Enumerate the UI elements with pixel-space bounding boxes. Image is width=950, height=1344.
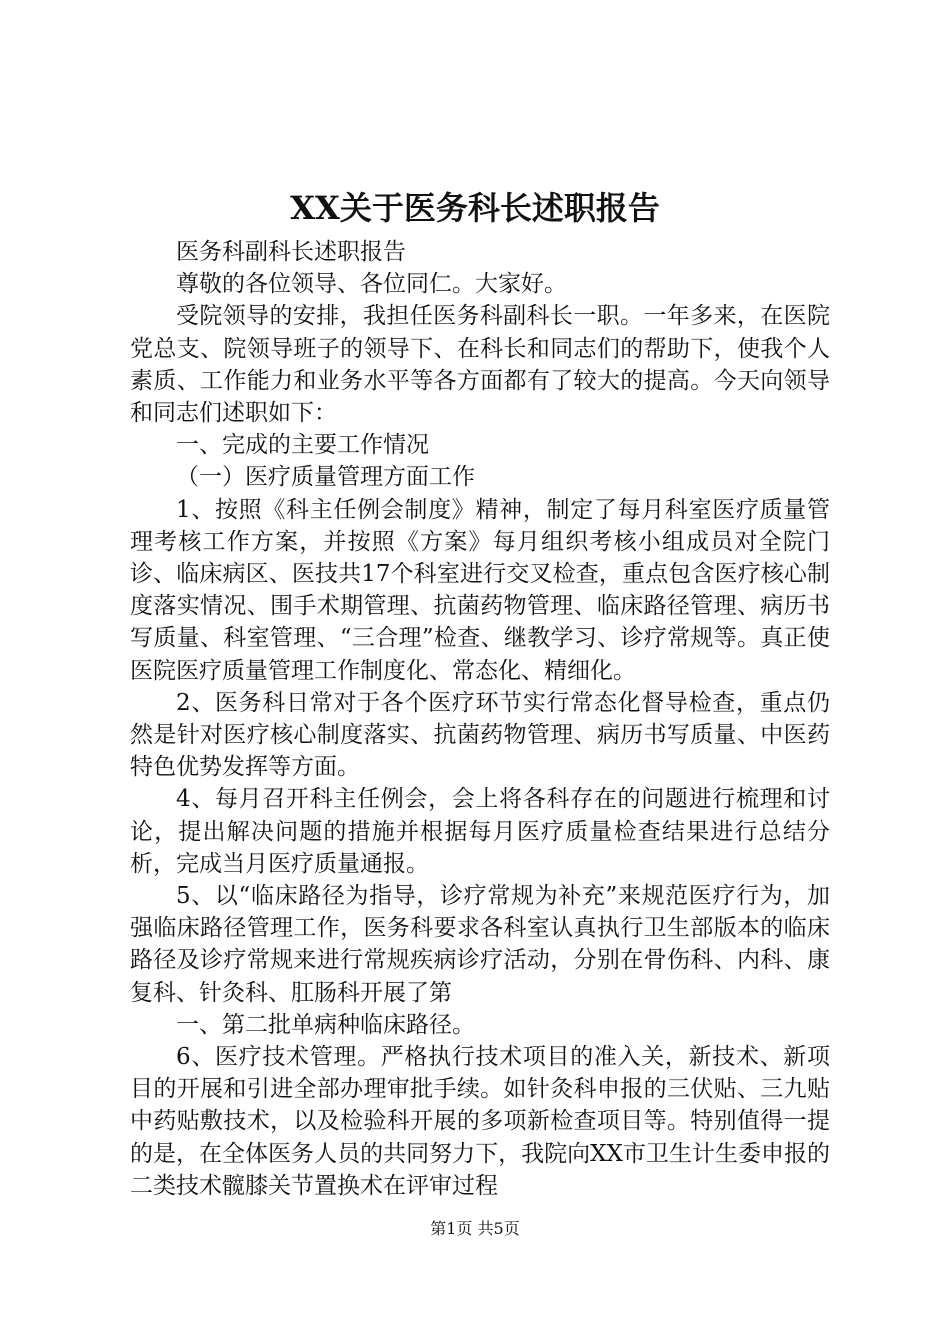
paragraph-item-5: 5、以“临床路径为指导，诊疗常规为补充”来规范医疗行为，加强临床路径管理工作，医务科要求各科室认真执行卫生部版本的临床路径及诊疗常规来进行常规疾病诊疗活动，分别在骨伤科、内科、康复科、针灸科、肛肠科开展了第 <box>130 883 830 1006</box>
document-title: XX关于医务科长述职报告 <box>290 189 660 227</box>
section-heading: 一、完成的主要工作情况 <box>176 432 429 459</box>
paragraph-item-1: 1、按照《科主任例会制度》精神，制定了每月科室医疗质量管理考核工作方案，并按照《方案》每月组织考核小组成员对全院门诊、临床病区、医技共17个科室进行交叉检查，重点包含医疗核心制度落实情况、围手术期管理、抗菌药物管理、临床路径管理、病历书写质量、科室管理、“三合理”检查、继教学习、诊疗常规等。真正使医院医疗质量管理工作制度化、常态化、精细化。 <box>130 496 830 684</box>
page-number: 第1页 共5页 <box>430 1219 520 1238</box>
paragraph-greeting: 尊敬的各位领导、各位同仁。大家好。 <box>176 271 567 298</box>
paragraph-subtitle: 医务科副科长述职报告 <box>176 239 406 265</box>
paragraph-item-5-cont: 一、第二批单病种临床路径。 <box>176 1011 475 1038</box>
paragraph-item-6: 6、医疗技术管理。严格执行技术项目的准入关，新技术、新项目的开展和引进全部办理审批手续。如针灸科申报的三伏贴、三九贴中药贴敷技术，以及检验科开展的多项新检查项目等。特别值得一提的是，在全体医务人员的共同努力下，我院向XX市卫生计生委申报的二类技术髋膝关节置换术在评审过程 <box>130 1044 830 1199</box>
paragraph-item-2: 2、医务科日常对于各个医疗环节实行常态化督导检查，重点仍然是针对医疗核心制度落实、抗菌药物管理、病历书写质量、中医药特色优势发挥等方面。 <box>130 689 830 781</box>
paragraph-item-4: 4、每月召开科主任例会，会上将各科存在的问题进行梳理和讨论，提出解决问题的措施并根据每月医疗质量检查结果进行总结分析，完成当月医疗质量通报。 <box>130 786 830 877</box>
paragraph-intro: 受院领导的安排，我担任医务科副科长一职。一年多来，在医院党总支、院领导班子的领导下、在科长和同志们的帮助下，使我个人素质、工作能力和业务水平等各方面都有了较大的提高。今天向领导和同志们述职如下： <box>130 303 830 427</box>
subsection-heading: （一）医疗质量管理方面工作 <box>176 464 475 491</box>
document-body <box>130 236 830 1202</box>
